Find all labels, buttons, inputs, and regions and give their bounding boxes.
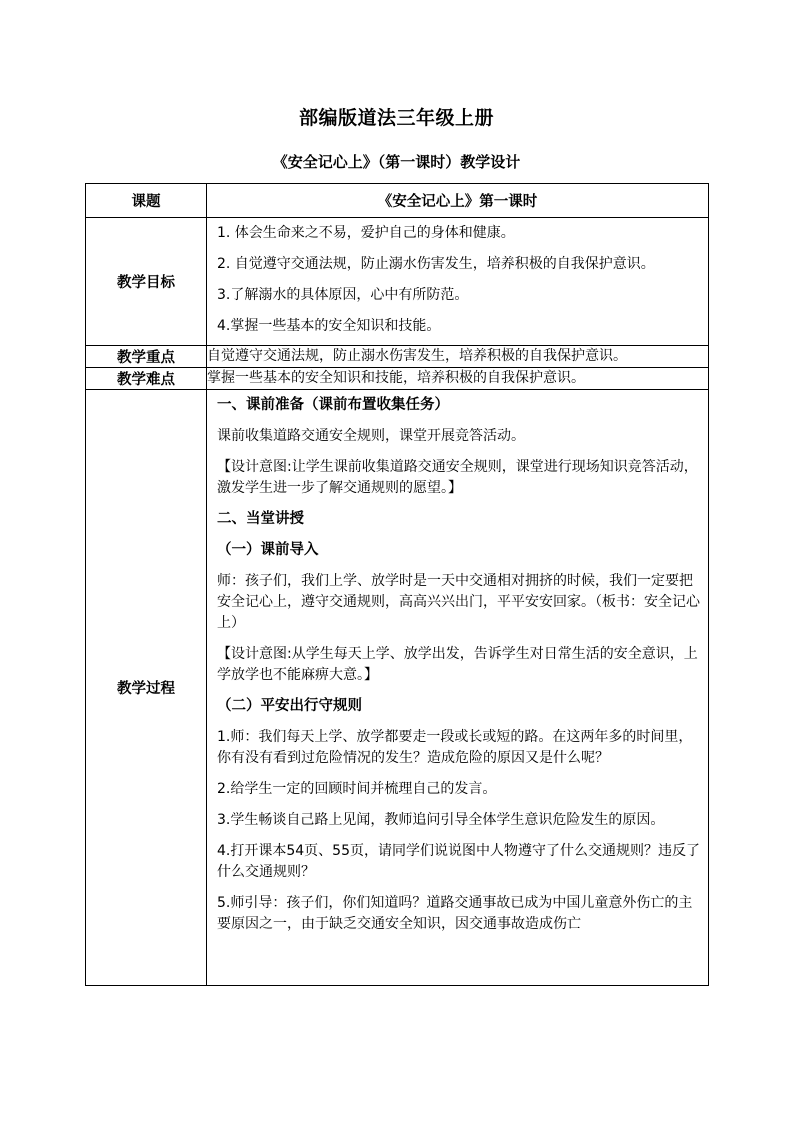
objective-item: 4.掌握一些基本的安全知识和技能。 [217,318,441,334]
section-heading: 二、当堂讲授 [217,511,304,527]
subsection-heading: （一）课前导入 [217,542,319,558]
objective-item: 3.了解溺水的具体原因，心中有所防范。 [217,287,469,303]
document-subtitle: 《安全记心上》（第一课时）教学设计 [272,153,521,171]
paragraph: 师：孩子们，我们上学、放学时是一天中交通相对拥挤的时候，我们一定要把安全记心上，遵守交通规则，高高兴兴出门，平平安安回家。（板书：安全记心上） [217,573,700,631]
key-points-label: 教学重点 [86,346,207,368]
process-content [207,390,709,986]
objectives-label: 教学目标 [86,218,207,346]
objectives-row [86,218,709,346]
paragraph: 1.师：我们每天上学、放学都要走一段或长或短的路。在这两年多的时间里，你有没有看到过危险情况的发生？造成危险的原因又是什么呢？ [217,729,693,766]
section-heading: 一、课前准备（课前布置收集任务） [217,397,449,413]
key-points-value: 自觉遵守交通法规，防止溺水伤害发生，培养积极的自我保护意识。 [207,346,709,368]
key-points-row [86,346,709,368]
objective-item: 2. 自觉遵守交通法规，防止溺水伤害发生，培养积极的自我保护意识。 [217,256,655,272]
paragraph: 5.师引导：孩子们，你们知道吗？道路交通事故已成为中国儿童意外伤亡的主要原因之一，由于缺乏交通安全知识，因交通事故造成伤亡 [217,895,693,932]
topic-value: 《安全记心上》第一课时 [207,184,709,218]
topic-label: 课题 [86,184,207,218]
paragraph: 4.打开课本54页、55页，请同学们说说图中人物遵守了什么交通规则？违反了什么交通规则？ [217,843,700,880]
process-label: 教学过程 [86,390,207,986]
objectives-content [207,218,709,346]
document-title: 部编版道法三年级上册 [298,107,494,129]
difficulties-value: 掌握一些基本的安全知识和技能，培养积极的自我保护意识。 [207,368,709,390]
topic-row [86,184,709,218]
design-intent-note: 【设计意图:让学生课前收集道路交通安全规则，课堂进行现场知识竞答活动，激发学生进一步了解交通规则的愿望。】 [217,459,698,496]
design-intent-note: 【设计意图:从学生每天上学、放学出发，告诉学生对日常生活的安全意识，上学放学也不能麻痹大意。】 [217,646,698,683]
subsection-heading: （二）平安出行守规则 [217,698,362,714]
paragraph: 2.给学生一定的回顾时间并梳理自己的发言。 [217,781,497,797]
objective-item: 1. 体会生命来之不易，爱护自己的身体和健康。 [217,225,515,241]
process-row [86,390,709,986]
difficulties-row [86,368,709,390]
lesson-plan-table [85,183,709,986]
paragraph: 课前收集道路交通安全规则，课堂开展竞答活动。 [217,428,525,444]
difficulties-label: 教学难点 [86,368,207,390]
paragraph: 3.学生畅谈自己路上见闻，教师追问引导全体学生意识危险发生的原因。 [217,812,665,828]
